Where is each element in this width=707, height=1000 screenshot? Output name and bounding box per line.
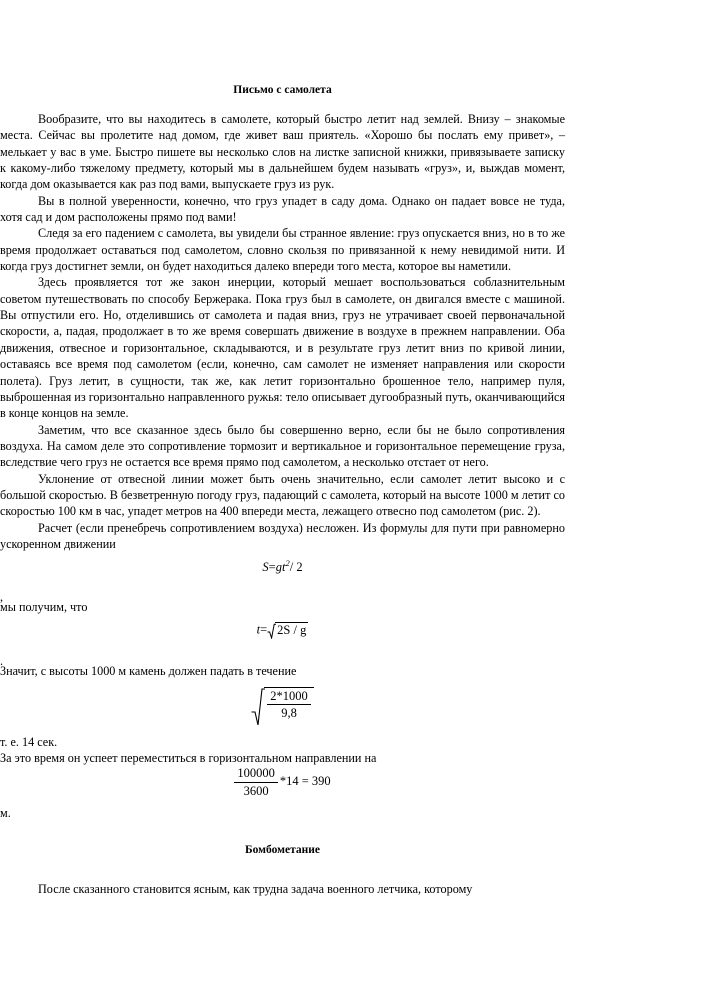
sqrt-icon bbox=[267, 622, 308, 639]
formula-2-radicand: 2S / g bbox=[277, 623, 307, 638]
sqrt-fraction-icon bbox=[251, 687, 314, 727]
text-after-formula-4: м. bbox=[0, 806, 11, 821]
text-after-formula-1: мы получим, что bbox=[0, 599, 88, 614]
document-body bbox=[0, 111, 565, 897]
formula-3-numerator: 2*1000 bbox=[267, 689, 311, 705]
formula-4-numerator: 100000 bbox=[234, 766, 278, 782]
formula-2-lhs: t bbox=[256, 622, 261, 637]
text-before-formula-3: Значит, с высоты 1000 м камень должен падать в течение bbox=[0, 664, 297, 679]
formula-1-exponent: 2 bbox=[285, 557, 290, 568]
paragraph-4: Здесь проявляется тот же закон инерции, который мешает воспользоваться соблазнительным советом путешествовать по способу Бержерака. Пока груз был в самолете, он двигался вместе с машиной. Вы отпустили его. Но, отделившись от самолета и падая вниз, груз не утрачивает своей первоначальной скорости, а, падая, продолжает в то же время совершать движение в воздухе в прежнем направлении. Оба движения, отвесное и горизонтальное, складываются, и в результате груз летит вниз по кривой линии, оставаясь все время под самолетом (если, конечно, сам самолет не изменяет направления или скорости полета). Груз летит, в сущности, так же, как летит горизонтально брошенное тело, например пуля, выброшенная из горизонтально направленного ружья: тело описывает дугообразный путь, оканчивающийся в конце концов на земле. bbox=[0, 275, 565, 421]
stray-comma: , bbox=[0, 589, 4, 604]
formula-1-equals: = bbox=[268, 559, 276, 574]
formula-1-lhs: S bbox=[262, 559, 269, 574]
section-heading-bombing: Бомбометание bbox=[245, 844, 320, 857]
formula-1-g: g bbox=[275, 559, 282, 574]
paragraph-5: Заметим, что все сказанное здесь было бы совершенно верно, если бы не было сопротивления воздуха. На самом деле это сопротивление тормозит и вертикальное и горизонтальное перемещение груза, вследствие чего груз не остается все время прямо под самолетом, а несколько отстает от него. bbox=[0, 422, 565, 470]
paragraph-bombing-1: После сказанного становится ясным, как трудна задача военного летчика, которому bbox=[38, 881, 473, 896]
paragraph-7: Расчет (если пренебречь сопротивлением воздуха) несложен. Из формулы для пути при равномерно ускоренном движении bbox=[0, 520, 565, 551]
formula-2-equals: = bbox=[260, 622, 268, 637]
formula-4-denominator: 3600 bbox=[243, 783, 269, 798]
paragraph-3: Следя за его падением с самолета, вы увидели бы странное явление: груз опускается вниз, но в то же время продолжает оставаться под самолетом, словно скользя по привязанной к нему невидимой нити. И когда груз достигнет земли, он будет находиться далеко впереди того места, которое вы наметили. bbox=[0, 226, 565, 274]
stray-period: . bbox=[0, 654, 4, 669]
formula-4-tail: *14 = 390 bbox=[279, 774, 331, 789]
formula-1-t: t bbox=[281, 559, 286, 574]
fraction-fall-time bbox=[267, 689, 311, 721]
radical-glyph-tall bbox=[251, 687, 265, 727]
text-after-formula-3: т. е. 14 сек. bbox=[0, 734, 58, 749]
fraction-speed bbox=[234, 766, 278, 798]
paragraph-1: Вообразите, что вы находитесь в самолете, который быстро летит над землей. Внизу – знакомые места. Сейчас вы пролетите над домом, где живет ваш приятель. «Хорошо бы послать ему привет», – мелькает у вас в уме. Быстро пишете вы несколько слов на листке записной книжки, привязываете записку к какому-либо тяжелому предмету, который мы в дальнейшем будем называть «груз», и, выждав момент, когда дом оказывается как раз под вами, выпускаете груз из рук. bbox=[0, 112, 565, 192]
formula-3-denominator: 9,8 bbox=[281, 705, 297, 720]
formula-fall-time bbox=[0, 687, 565, 727]
formula-1-divisor: / 2 bbox=[289, 559, 303, 574]
paragraph-6: Уклонение от отвесной линии может быть очень значительно, если самолет летит высоко и с большой скоростью. В безветренную погоду груз, падающий с самолета, который на высоте 1000 м летит со скоростью 100 км в час, упадет метров на 400 впереди места, лежащего отвесно под самолетом (рис. 2). bbox=[0, 471, 565, 519]
formula-horizontal-distance bbox=[0, 766, 565, 798]
paragraph-2: Вы в полной уверенности, конечно, что груз упадет в саду дома. Однако он падает вовсе не туда, хотя сад и дом расположены прямо под вами! bbox=[0, 193, 565, 225]
formula-path-equation bbox=[0, 559, 565, 575]
page-title: Письмо с самолета bbox=[233, 84, 332, 96]
text-before-formula-4: За это время он успеет переместиться в горизонтальном направлении на bbox=[0, 750, 377, 765]
formula-time-equation bbox=[0, 622, 565, 639]
